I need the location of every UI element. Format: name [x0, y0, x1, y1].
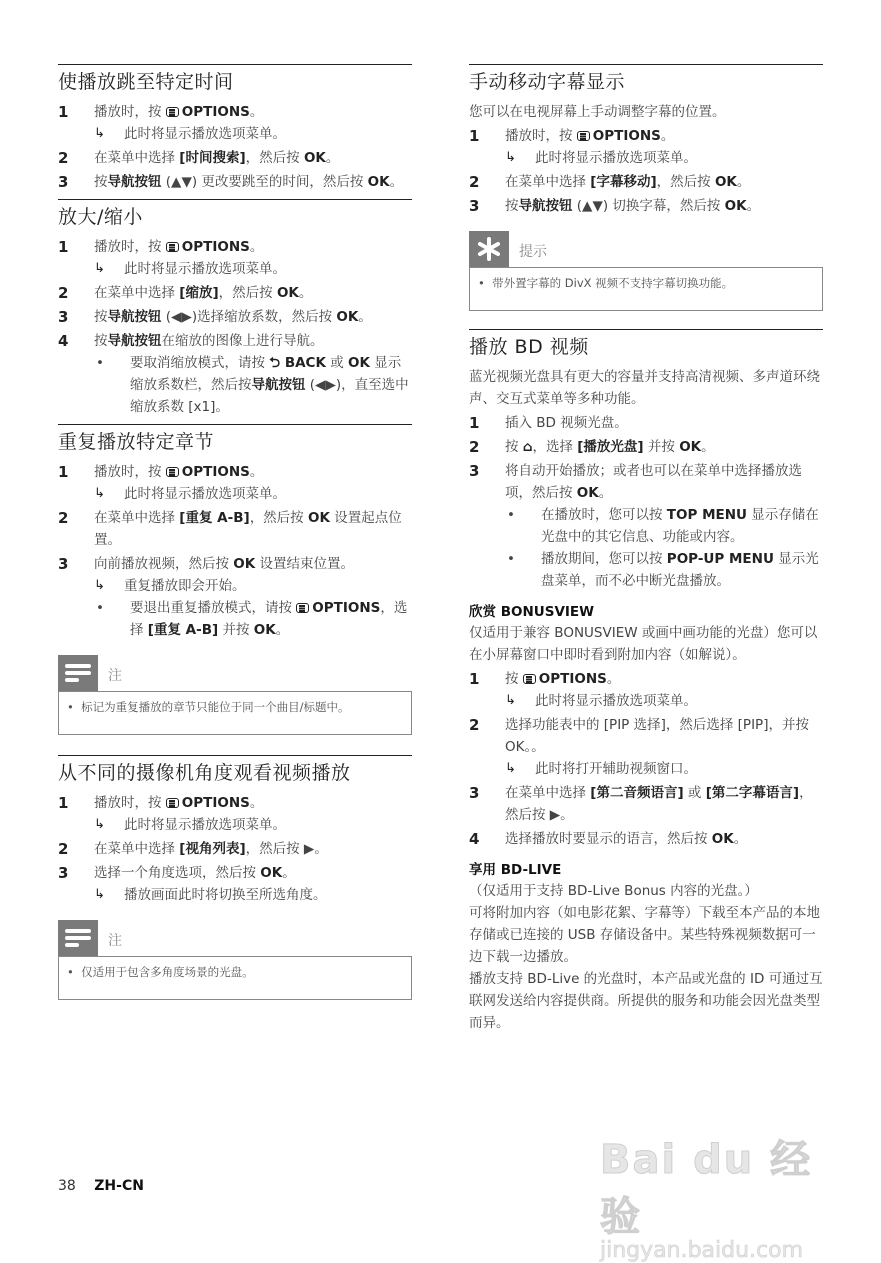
subsection-title-bdlive: 享用 BD-LIVE: [469, 862, 562, 878]
step-result: ↳ 此时将显示播放选项菜单。: [94, 483, 412, 505]
options-icon: [523, 674, 536, 684]
step-2: 2 在菜单中选择 [视角列表]，然后按 ▶。: [58, 840, 328, 858]
step-result: ↳ 此时将显示播放选项菜单。: [505, 147, 823, 169]
bdlive-paragraph: 播放支持 BD-Live 的光盘时，本产品或光盘的 ID 可通过互联网发送给内容提供商。所提供的服务和功能会因光盘类型而异。: [469, 971, 823, 1031]
result-arrow-icon: ↳: [94, 126, 105, 141]
step-1: 1 播放时，按 OPTIONS。: [58, 463, 264, 481]
note-box: 注 • 标记为重复播放的章节只能位于同一个曲目/标题中。: [58, 655, 412, 735]
options-icon: [166, 467, 179, 477]
tip-box: 提示 • 带外置字幕的 DivX 视频不支持字幕切换功能。: [469, 231, 823, 311]
step-result: ↳ 此时将显示播放选项菜单。: [505, 690, 823, 712]
step-1: 1 播放时，按 OPTIONS。: [469, 127, 675, 145]
result-arrow-icon: ↳: [94, 486, 105, 501]
right-column: [469, 64, 823, 1040]
section-intro: 您可以在电视屏幕上手动调整字幕的位置。: [469, 104, 726, 120]
options-icon: [166, 798, 179, 808]
step-2: 2 在菜单中选择 [缩放]，然后按 OK。: [58, 284, 313, 302]
watermark-url: jingyan.baidu.com: [600, 1238, 804, 1263]
result-arrow-icon: ↳: [94, 817, 105, 832]
page-number: 38: [58, 1178, 76, 1194]
step-result: ↳ 播放画面此时将切换至所选角度。: [94, 884, 412, 906]
note-icon: [58, 655, 98, 691]
step-3: 3 按导航按钮 (▲▼) 切换字幕，然后按 OK。: [469, 197, 761, 215]
step-1: 1 按 OPTIONS。: [469, 670, 621, 688]
step-3: 3 按导航按钮 (▲▼) 更改要跳至的时间，然后按 OK。: [58, 173, 404, 191]
baidu-watermark: [600, 1128, 830, 1263]
options-icon: [296, 603, 309, 613]
options-icon: [166, 242, 179, 252]
step-2: 2 选择功能表中的 [PIP 选择]，然后选择 [PIP]，并按 OK。。: [469, 716, 809, 755]
back-icon: ⮌: [269, 355, 285, 371]
section-title: 手动移动字幕显示: [469, 71, 626, 93]
step-3: 3 选择一个角度选项，然后按 OK。: [58, 864, 296, 882]
section-zoom: [58, 199, 412, 418]
note-icon: [58, 920, 98, 956]
section-title: 从不同的摄像机角度观看视频播放: [58, 762, 351, 784]
step-2: 2 在菜单中选择 [时间搜索]，然后按 OK。: [58, 149, 340, 167]
step-2: 2 按 ⌂，选择 [播放光盘] 并按 OK。: [469, 438, 715, 456]
step-result: ↳ 此时将显示播放选项菜单。: [94, 258, 412, 280]
step-result: ↳ 重复播放即会开始。: [94, 575, 412, 597]
left-column: [58, 64, 412, 1008]
result-arrow-icon: ↳: [94, 578, 105, 593]
step-4: 4 选择播放时要显示的语言，然后按 OK。: [469, 830, 748, 848]
step-result: ↳ 此时将显示播放选项菜单。: [94, 123, 412, 145]
result-arrow-icon: ↳: [94, 261, 105, 276]
result-arrow-icon: ↳: [505, 761, 516, 776]
result-arrow-icon: ↳: [94, 887, 105, 902]
bullet-item: • 要退出重复播放模式，请按 OPTIONS，选择 [重复 A-B] 并按 OK。: [96, 600, 408, 638]
note-box: 注 • 仅适用于包含多角度场景的光盘。: [58, 920, 412, 1000]
step-4: 4 按导航按钮在缩放的图像上进行导航。: [58, 332, 324, 350]
language-code: ZH-CN: [94, 1178, 144, 1194]
section-camera-angle: [58, 755, 412, 1000]
watermark-brand: Bai du 经验: [600, 1137, 813, 1240]
step-1: 1 播放时，按 OPTIONS。: [58, 794, 264, 812]
section-play-bd: [469, 329, 823, 1034]
step-1: 1 播放时，按 OPTIONS。: [58, 103, 264, 121]
options-icon: [577, 131, 590, 141]
section-title: 使播放跳至特定时间: [58, 71, 234, 93]
section-title: 放大/缩小: [58, 206, 143, 228]
step-3: 3 按导航按钮 (◀▶)选择缩放系数，然后按 OK。: [58, 308, 372, 326]
options-icon: [166, 107, 179, 117]
step-3: 3 将自动开始播放；或者也可以在菜单中选择播放选项，然后按 OK。: [469, 462, 802, 501]
bullet-item: • 播放期间，您可以按 POP-UP MENU 显示光盘菜单，而不必中断光盘播放。: [507, 551, 819, 589]
bdlive-paragraph: （仅适用于支持 BD-Live Bonus 内容的光盘。）: [469, 883, 758, 899]
result-arrow-icon: ↳: [505, 150, 516, 165]
section-repeat-chapter: [58, 424, 412, 735]
step-2: 2 在菜单中选择 [字幕移动]，然后按 OK。: [469, 173, 751, 191]
tip-asterisk-icon: [469, 231, 509, 267]
bullet-item: • 在播放时，您可以按 TOP MENU 显示存储在光盘中的其它信息、功能或内容。: [507, 507, 819, 545]
bdlive-paragraph: 可将附加内容（如电影花絮、字幕等）下载至本产品的本地存储或已连接的 USB 存储设备中。某些特殊视频数据可一边下载一边播放。: [469, 905, 820, 965]
bullet-item: • 要取消缩放模式，请按 ⮌ BACK 或 OK 显示缩放系数栏，然后按导航按钮 (◀▶)，直至选中缩放系数 [x1]。: [96, 355, 409, 415]
home-icon: ⌂: [522, 439, 533, 455]
page-footer: [58, 1178, 144, 1194]
bonusview-intro: 仅适用于兼容 BONUSVIEW 或画中画功能的光盘）您可以在小屏幕窗口中即时看到附加内容（如解说）。: [469, 625, 818, 663]
section-jump-to-time: [58, 64, 412, 193]
step-3: 3 在菜单中选择 [第二音频语言] 或 [第二字幕语言]，然后按 ▶。: [469, 784, 813, 823]
result-arrow-icon: ↳: [505, 693, 516, 708]
subsection-title-bonusview: 欣赏 BONUSVIEW: [469, 604, 595, 620]
step-1: 1 播放时，按 OPTIONS。: [58, 238, 264, 256]
section-intro: 蓝光视频光盘具有更大的容量并支持高清视频、多声道环绕声、交互式菜单等多种功能。: [469, 369, 820, 407]
step-result: ↳ 此时将打开辅助视频窗口。: [505, 758, 823, 780]
step-3: 3 向前播放视频，然后按 OK 设置结束位置。: [58, 555, 355, 573]
step-1: 1 插入 BD 视频光盘。: [469, 414, 628, 432]
step-result: ↳ 此时将显示播放选项菜单。: [94, 814, 412, 836]
section-subtitle-shift: [469, 64, 823, 311]
section-title: 播放 BD 视频: [469, 336, 589, 358]
section-title: 重复播放特定章节: [58, 431, 215, 453]
step-2: 2 在菜单中选择 [重复 A-B]，然后按 OK 设置起点位置。: [58, 509, 402, 548]
